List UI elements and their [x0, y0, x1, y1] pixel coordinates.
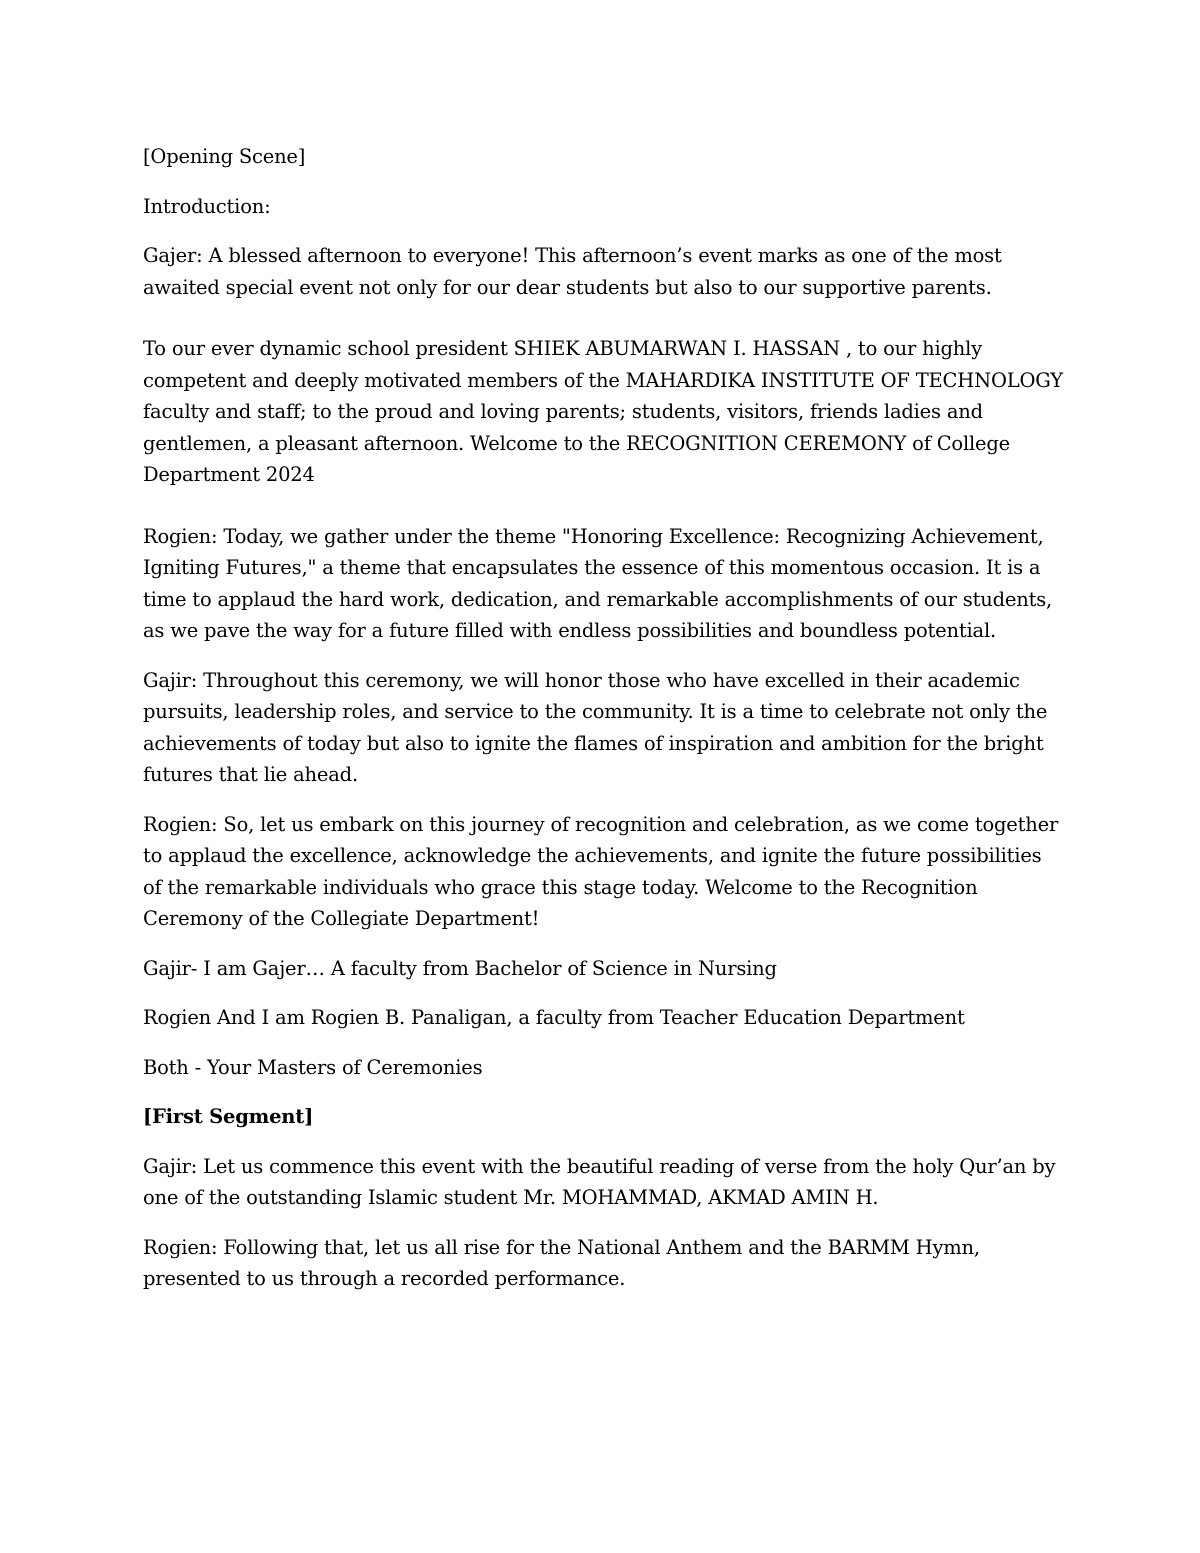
- gajer-welcome-paragraph: Gajer: A blessed afternoon to everyone! This afternoon’s event marks as one of the most awaited special event not only for our dear students but also to our supportive parents.: [143, 244, 1002, 299]
- introduction-heading: Introduction:: [143, 194, 271, 218]
- document-body: [143, 141, 1063, 1313]
- salutations-paragraph: To our ever dynamic school president SHIEK ABUMARWAN I. HASSAN , to our highly competent and deeply motivated members of the MAHARDIKA INSTITUTE OF TECHNOLOGY faculty and staff; to the proud and loving parents; students, visitors, friends ladies and gentlemen, a pleasant afternoon. Welcome to the RECOGNITION CEREMONY of College Department 2024: [143, 337, 1063, 486]
- both-intro-line: Both - Your Masters of Ceremonies: [143, 1055, 483, 1079]
- gajir-honor-paragraph: Gajir: Throughout this ceremony, we will honor those who have excelled in their academic pursuits, leadership roles, and service to the community. It is a time to celebrate not only the achievements of today but also to ignite the flames of inspiration and ambition for the bright futures that lie ahead.: [143, 668, 1048, 786]
- rogien-theme-paragraph: Rogien: Today, we gather under the theme "Honoring Excellence: Recognizing Achievement, Igniting Futures," a theme that encapsulates the essence of this momentous occasion. It is a time to applaud the hard work, dedication, and remarkable accomplishments of our students, as we pave the way for a future filled with endless possibilities and boundless potential.: [143, 524, 1053, 642]
- opening-scene-heading: [Opening Scene]: [143, 145, 306, 168]
- first-segment-heading: [First Segment]: [143, 1105, 314, 1128]
- rogien-anthem-paragraph: Rogien: Following that, let us all rise for the National Anthem and the BARMM Hymn, presented to us through a recorded performance.: [143, 1235, 980, 1290]
- gajir-quran-paragraph: Gajir: Let us commence this event with the beautiful reading of verse from the holy Qur’an by one of the outstanding Islamic student Mr. MOHAMMAD, AKMAD AMIN H.: [143, 1154, 1056, 1209]
- rogien-journey-paragraph: Rogien: So, let us embark on this journey of recognition and celebration, as we come together to applaud the excellence, acknowledge the achievements, and ignite the future possibilities of the remarkable individuals who grace this stage today. Welcome to the Recognition Ceremony of the Collegiate Department!: [143, 812, 1059, 930]
- rogien-intro-line: Rogien And I am Rogien B. Panaligan, a faculty from Teacher Education Department: [143, 1006, 965, 1029]
- gajir-intro-line: Gajir- I am Gajer… A faculty from Bachelor of Science in Nursing: [143, 956, 777, 980]
